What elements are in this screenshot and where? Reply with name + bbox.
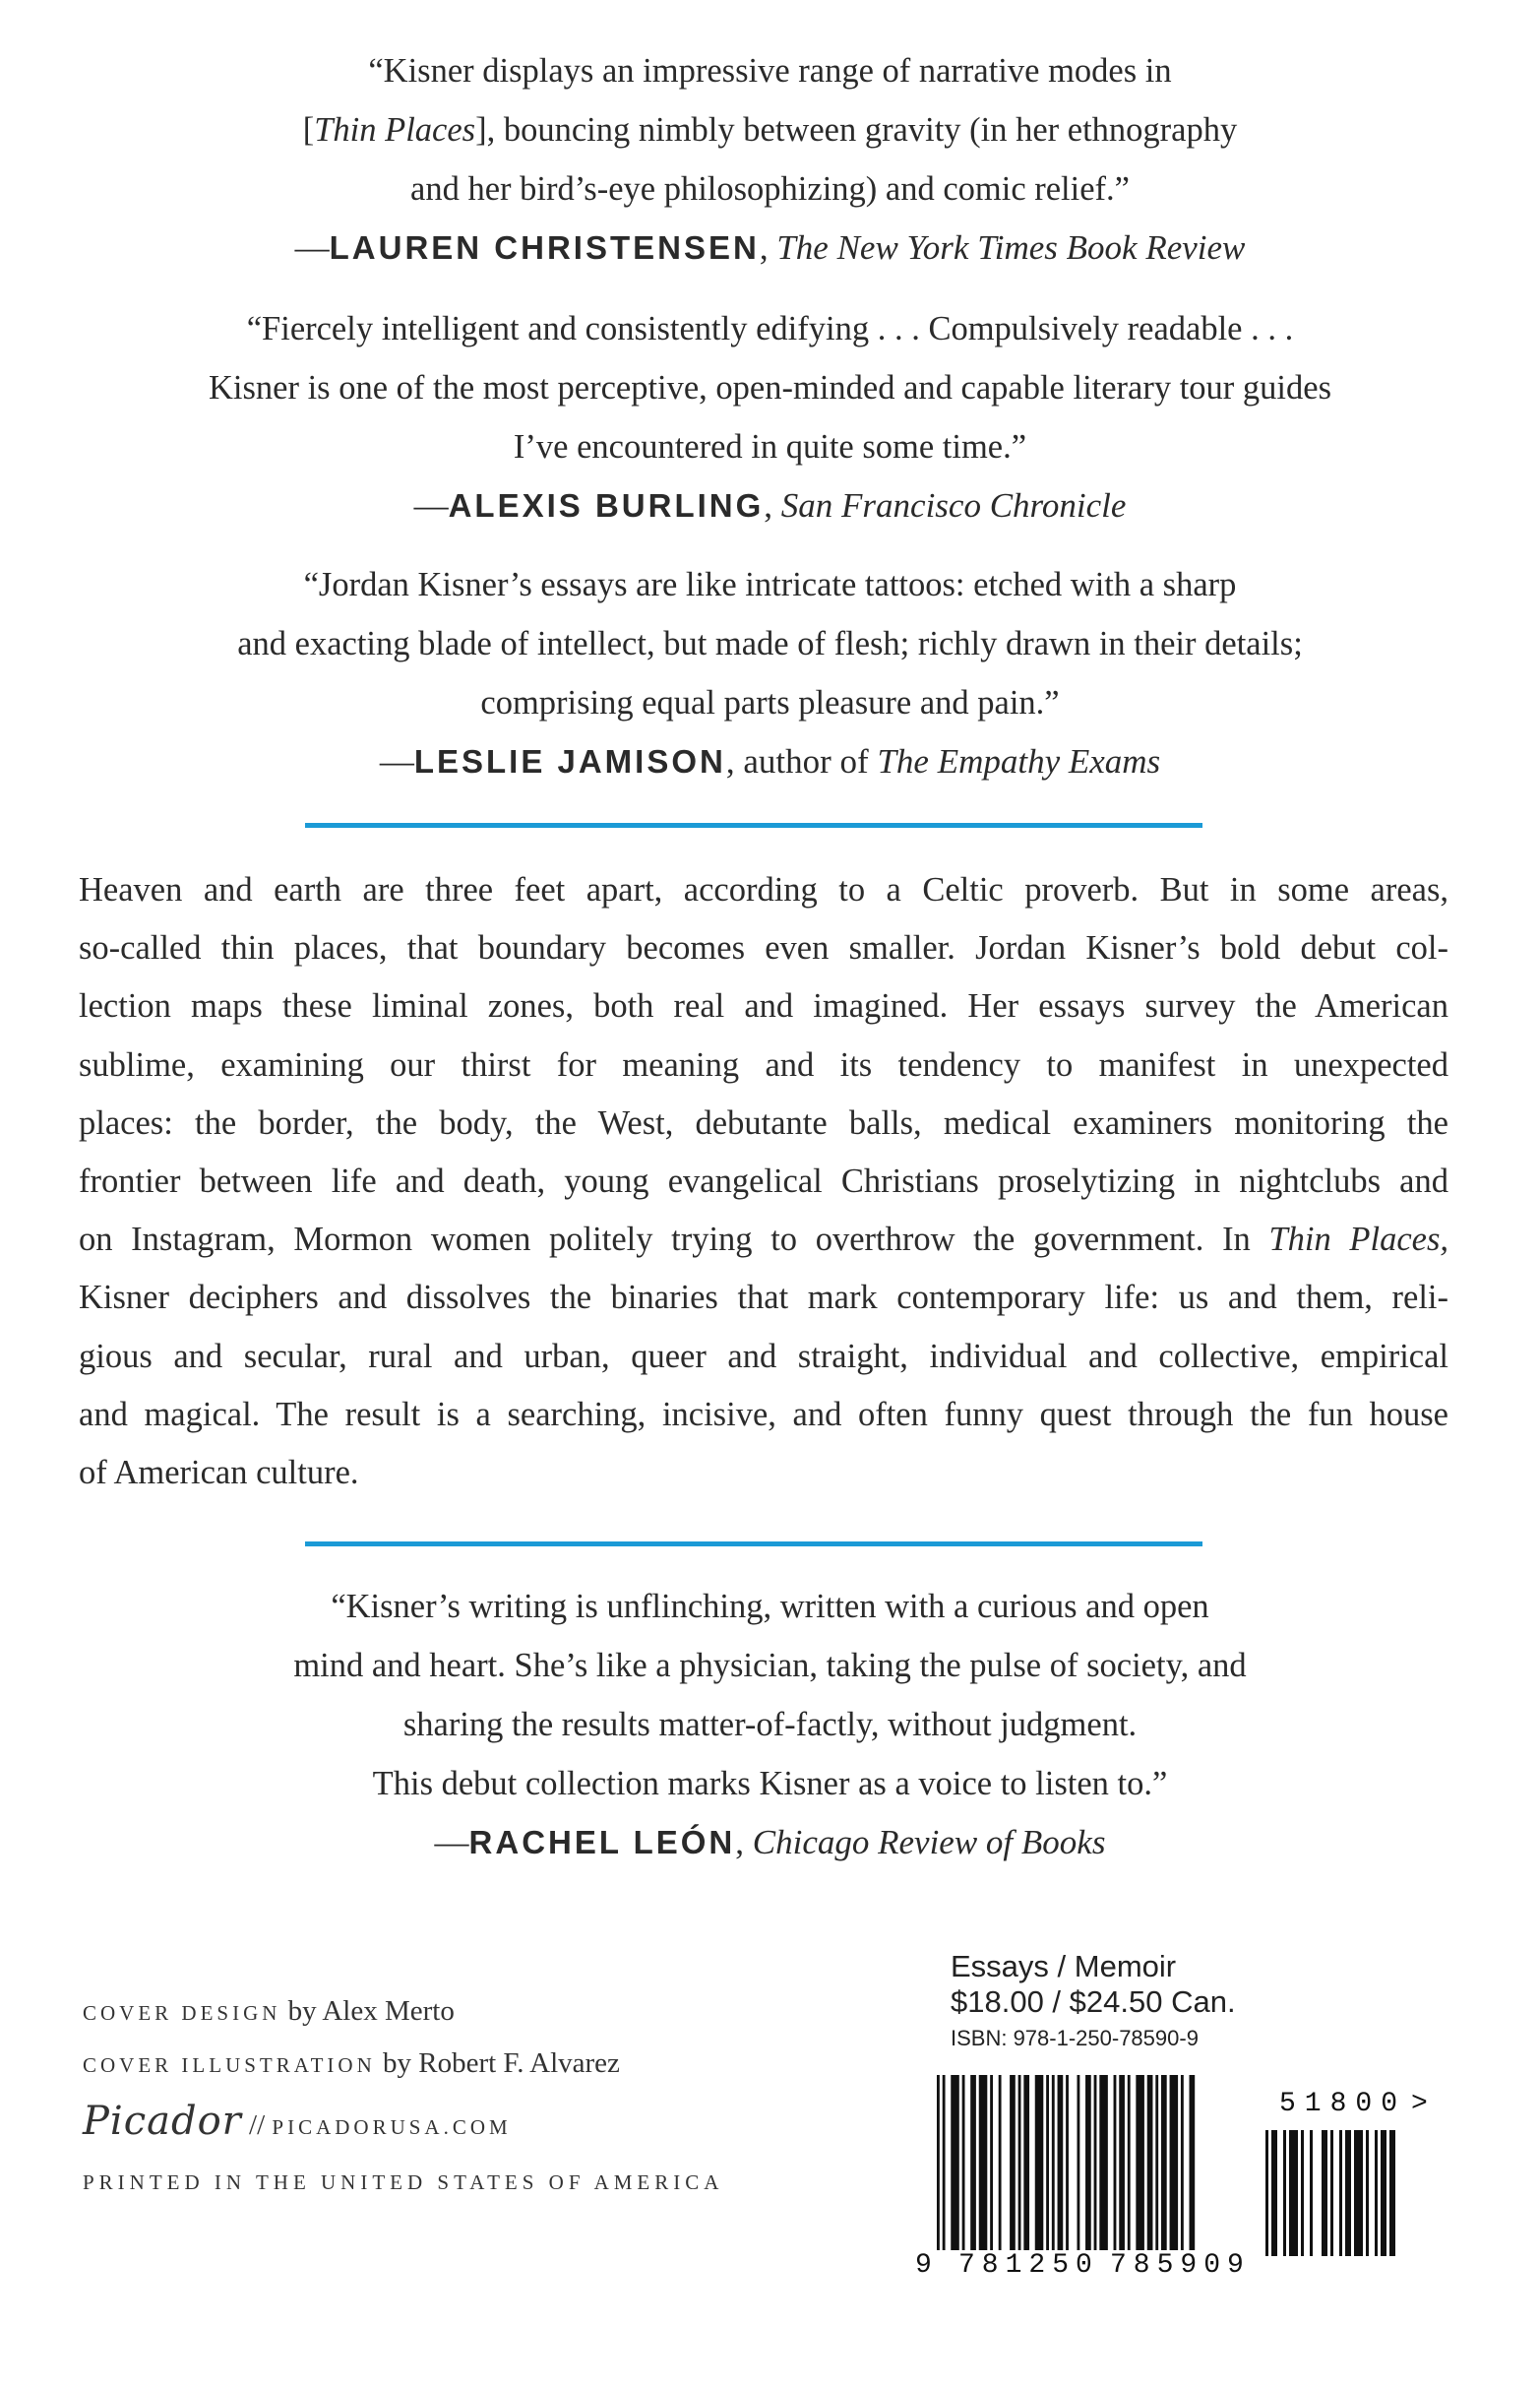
cover-illustration-credit bbox=[83, 2039, 723, 2091]
barcode-bar bbox=[1128, 2075, 1131, 2250]
credit-name: by Alex Merto bbox=[280, 1995, 455, 2027]
description-line: lection maps these liminal zones, both real and imagined. Her essays survey the American bbox=[79, 987, 1448, 1026]
cover-design-credit bbox=[83, 1986, 723, 2039]
quote-line: comprising equal parts pleasure and pain.” bbox=[480, 684, 1060, 722]
barcode-bar bbox=[1094, 2075, 1097, 2250]
description-line: so-called thin places, that boundary becomes even smaller. Jordan Kisner’s bold debut col- bbox=[79, 929, 1448, 968]
barcode-bar bbox=[1023, 2075, 1029, 2250]
barcode-bar bbox=[937, 2075, 940, 2250]
barcode-bar bbox=[943, 2075, 946, 2250]
barcode-bar bbox=[1375, 2130, 1378, 2256]
barcode-bar bbox=[1147, 2075, 1153, 2250]
quote-attribution bbox=[0, 1813, 1540, 1872]
barcode-bar bbox=[1339, 2130, 1342, 2256]
barcode-bar bbox=[1181, 2075, 1184, 2250]
description-line: sublime, examining our thirst for meaning and its tendency to manifest in unexpected bbox=[79, 1045, 1448, 1084]
barcode-bar bbox=[1170, 2075, 1179, 2250]
barcode-bar bbox=[1018, 2075, 1021, 2250]
barcode-bar bbox=[1035, 2075, 1044, 2250]
barcode-bar bbox=[1265, 2130, 1268, 2256]
barcode-bar bbox=[1301, 2130, 1304, 2256]
quote-line: mind and heart. She’s like a physician, taking the pulse of society, and bbox=[293, 1647, 1247, 1684]
barcode-bar bbox=[1085, 2075, 1091, 2250]
barcode-bar bbox=[1354, 2130, 1363, 2256]
quote-line: [Thin Places], bouncing nimbly between gravity (in her ethnography bbox=[302, 111, 1238, 149]
barcode-bar bbox=[951, 2075, 959, 2250]
description-line: on Instagram, Mormon women politely trying to overthrow the government. In Thin Places, bbox=[79, 1221, 1449, 1259]
quote-line: “Fiercely intelligent and consistently edifying . . . Compulsively readable . . . bbox=[246, 310, 1294, 347]
quote-line: sharing the results matter-of-factly, without judgment. bbox=[402, 1706, 1138, 1743]
description-line: gious and secular, rural and urban, queer and straight, individual and collective, empirical bbox=[79, 1337, 1448, 1375]
attribution-separator: , bbox=[759, 228, 777, 267]
barcode-bar bbox=[1114, 2075, 1117, 2250]
price-block bbox=[951, 1949, 1236, 2053]
barcode-bar bbox=[1190, 2075, 1196, 2250]
publisher-website: PICADORUSA.COM bbox=[272, 2115, 512, 2139]
addon-arrow: > bbox=[1411, 2089, 1428, 2119]
attribution-dash: — bbox=[294, 228, 330, 267]
barcode-bar bbox=[962, 2075, 965, 2250]
reviewer-name: ALEXIS BURLING bbox=[448, 487, 765, 524]
barcode-bar bbox=[979, 2075, 988, 2250]
barcode-bar bbox=[1119, 2075, 1125, 2250]
credit-name: by Robert F. Alvarez bbox=[375, 2047, 620, 2079]
barcode-bar bbox=[1058, 2075, 1064, 2250]
reviewer-name: LAUREN CHRISTENSEN bbox=[329, 229, 760, 266]
book-title: Thin Places, bbox=[1268, 1221, 1449, 1259]
publisher-separator: // bbox=[241, 2109, 273, 2141]
blue-divider-top bbox=[305, 823, 1202, 828]
publication-name: The New York Times Book Review bbox=[776, 228, 1246, 267]
publisher-line bbox=[83, 2091, 723, 2158]
ean-barcode-bars bbox=[937, 2075, 1271, 2272]
review-quote-4 bbox=[0, 1577, 1540, 1872]
addon-digits: 51800 bbox=[1279, 2089, 1407, 2119]
description-line: frontier between life and death, young evangelical Christians proselytizing in nightclubs and bbox=[79, 1163, 1448, 1201]
description-line: Kisner deciphers and dissolves the binaries that mark contemporary life: us and them, reli- bbox=[79, 1279, 1448, 1317]
barcode-bar bbox=[1389, 2130, 1395, 2256]
book-title: Thin Places bbox=[314, 111, 476, 149]
barcode-bar bbox=[1283, 2130, 1286, 2256]
credit-label: COVER ILLUSTRATION bbox=[83, 2053, 376, 2077]
barcode-bar bbox=[1161, 2075, 1167, 2250]
quote-line: Kisner is one of the most perceptive, open-minded and capable literary tour guides bbox=[208, 369, 1331, 407]
quote-attribution bbox=[0, 219, 1540, 278]
quote-attribution bbox=[0, 732, 1540, 791]
barcode-bar bbox=[1136, 2075, 1144, 2250]
barcode-bar bbox=[1052, 2075, 1055, 2250]
publication-name: San Francisco Chronicle bbox=[780, 486, 1127, 525]
quote-line: This debut collection marks Kisner as a voice to listen to.” bbox=[372, 1765, 1168, 1802]
attribution-dash: — bbox=[379, 742, 414, 781]
quote-line: “Jordan Kisner’s essays are like intricate tattoos: etched with a sharp bbox=[303, 566, 1237, 603]
blue-divider-bottom bbox=[305, 1541, 1202, 1546]
description-line: places: the border, the body, the West, debutante balls, medical examiners monitoring the bbox=[79, 1103, 1448, 1142]
reviewer-name: LESLIE JAMISON bbox=[413, 743, 726, 780]
attribution-dash: — bbox=[413, 486, 449, 525]
review-quote-1 bbox=[0, 41, 1540, 278]
quote-line: “Kisner displays an impressive range of narrative modes in bbox=[368, 52, 1172, 90]
description-line: Heaven and earth are three feet apart, according to a Celtic proverb. But in some areas, bbox=[79, 871, 1448, 909]
barcode-bar bbox=[1078, 2075, 1080, 2250]
publication-name: The Empathy Exams bbox=[877, 742, 1161, 781]
barcode-bar bbox=[1366, 2130, 1369, 2256]
ean-first-digit: 9 bbox=[915, 2250, 932, 2281]
quote-line: and her bird’s-eye philosophizing) and comic relief.” bbox=[410, 170, 1130, 208]
barcode-bar bbox=[970, 2075, 976, 2250]
attribution-separator: , bbox=[735, 1823, 753, 1861]
quote-line: and exacting blade of intellect, but made of flesh; richly drawn in their details; bbox=[237, 625, 1303, 662]
review-quote-2 bbox=[0, 299, 1540, 535]
barcode-bar bbox=[1066, 2075, 1069, 2250]
publication-name: Chicago Review of Books bbox=[752, 1823, 1106, 1861]
barcode-bar bbox=[1381, 2130, 1386, 2256]
isbn-text: ISBN: 978-1-250-78590-9 bbox=[951, 2026, 1199, 2050]
barcode-bar bbox=[1271, 2130, 1277, 2256]
barcode-bar bbox=[1010, 2075, 1016, 2250]
reviewer-name: RACHEL LEÓN bbox=[468, 1824, 736, 1860]
barcode-bar bbox=[1046, 2075, 1049, 2250]
attribution-separator: , bbox=[764, 486, 781, 525]
quote-line: I’ve encountered in quite some time.” bbox=[513, 428, 1027, 466]
barcode-bar bbox=[999, 2075, 1002, 2250]
barcode-bar bbox=[1099, 2075, 1108, 2250]
picador-logo: Picador bbox=[83, 2099, 242, 2144]
barcode-bar bbox=[1345, 2130, 1351, 2256]
quote-line: “Kisner’s writing is unflinching, written with a curious and open bbox=[331, 1588, 1209, 1625]
printed-in-notice: PRINTED IN THE UNITED STATES OF AMERICA bbox=[83, 2170, 724, 2194]
description-line: of American culture. bbox=[79, 1454, 359, 1492]
attribution-separator: , author of bbox=[725, 742, 878, 781]
description-line: and magical. The result is a searching, incisive, and often funny quest through the fun house bbox=[79, 1395, 1448, 1433]
barcode-bar bbox=[990, 2075, 993, 2250]
barcode-bar bbox=[1310, 2130, 1313, 2256]
ean-left-digits: 781250 bbox=[958, 2250, 1099, 2281]
cover-credits bbox=[83, 1986, 723, 2208]
credit-label: COVER DESIGN bbox=[83, 2001, 281, 2025]
ean-right-digits: 785909 bbox=[1110, 2250, 1251, 2281]
barcode-bar bbox=[1155, 2075, 1158, 2250]
barcode-bar bbox=[1289, 2130, 1298, 2256]
book-price: $18.00 / $24.50 Can. bbox=[951, 1984, 1236, 2019]
addon-barcode-bars bbox=[1265, 2130, 1413, 2268]
book-description bbox=[79, 861, 1448, 1502]
book-category: Essays / Memoir bbox=[951, 1949, 1177, 1983]
review-quote-3 bbox=[0, 555, 1540, 791]
barcode-bar bbox=[1330, 2130, 1333, 2256]
quote-attribution bbox=[0, 476, 1540, 535]
barcode-bar bbox=[1322, 2130, 1327, 2256]
isbn-barcode bbox=[915, 2075, 1447, 2301]
attribution-dash: — bbox=[434, 1823, 469, 1861]
